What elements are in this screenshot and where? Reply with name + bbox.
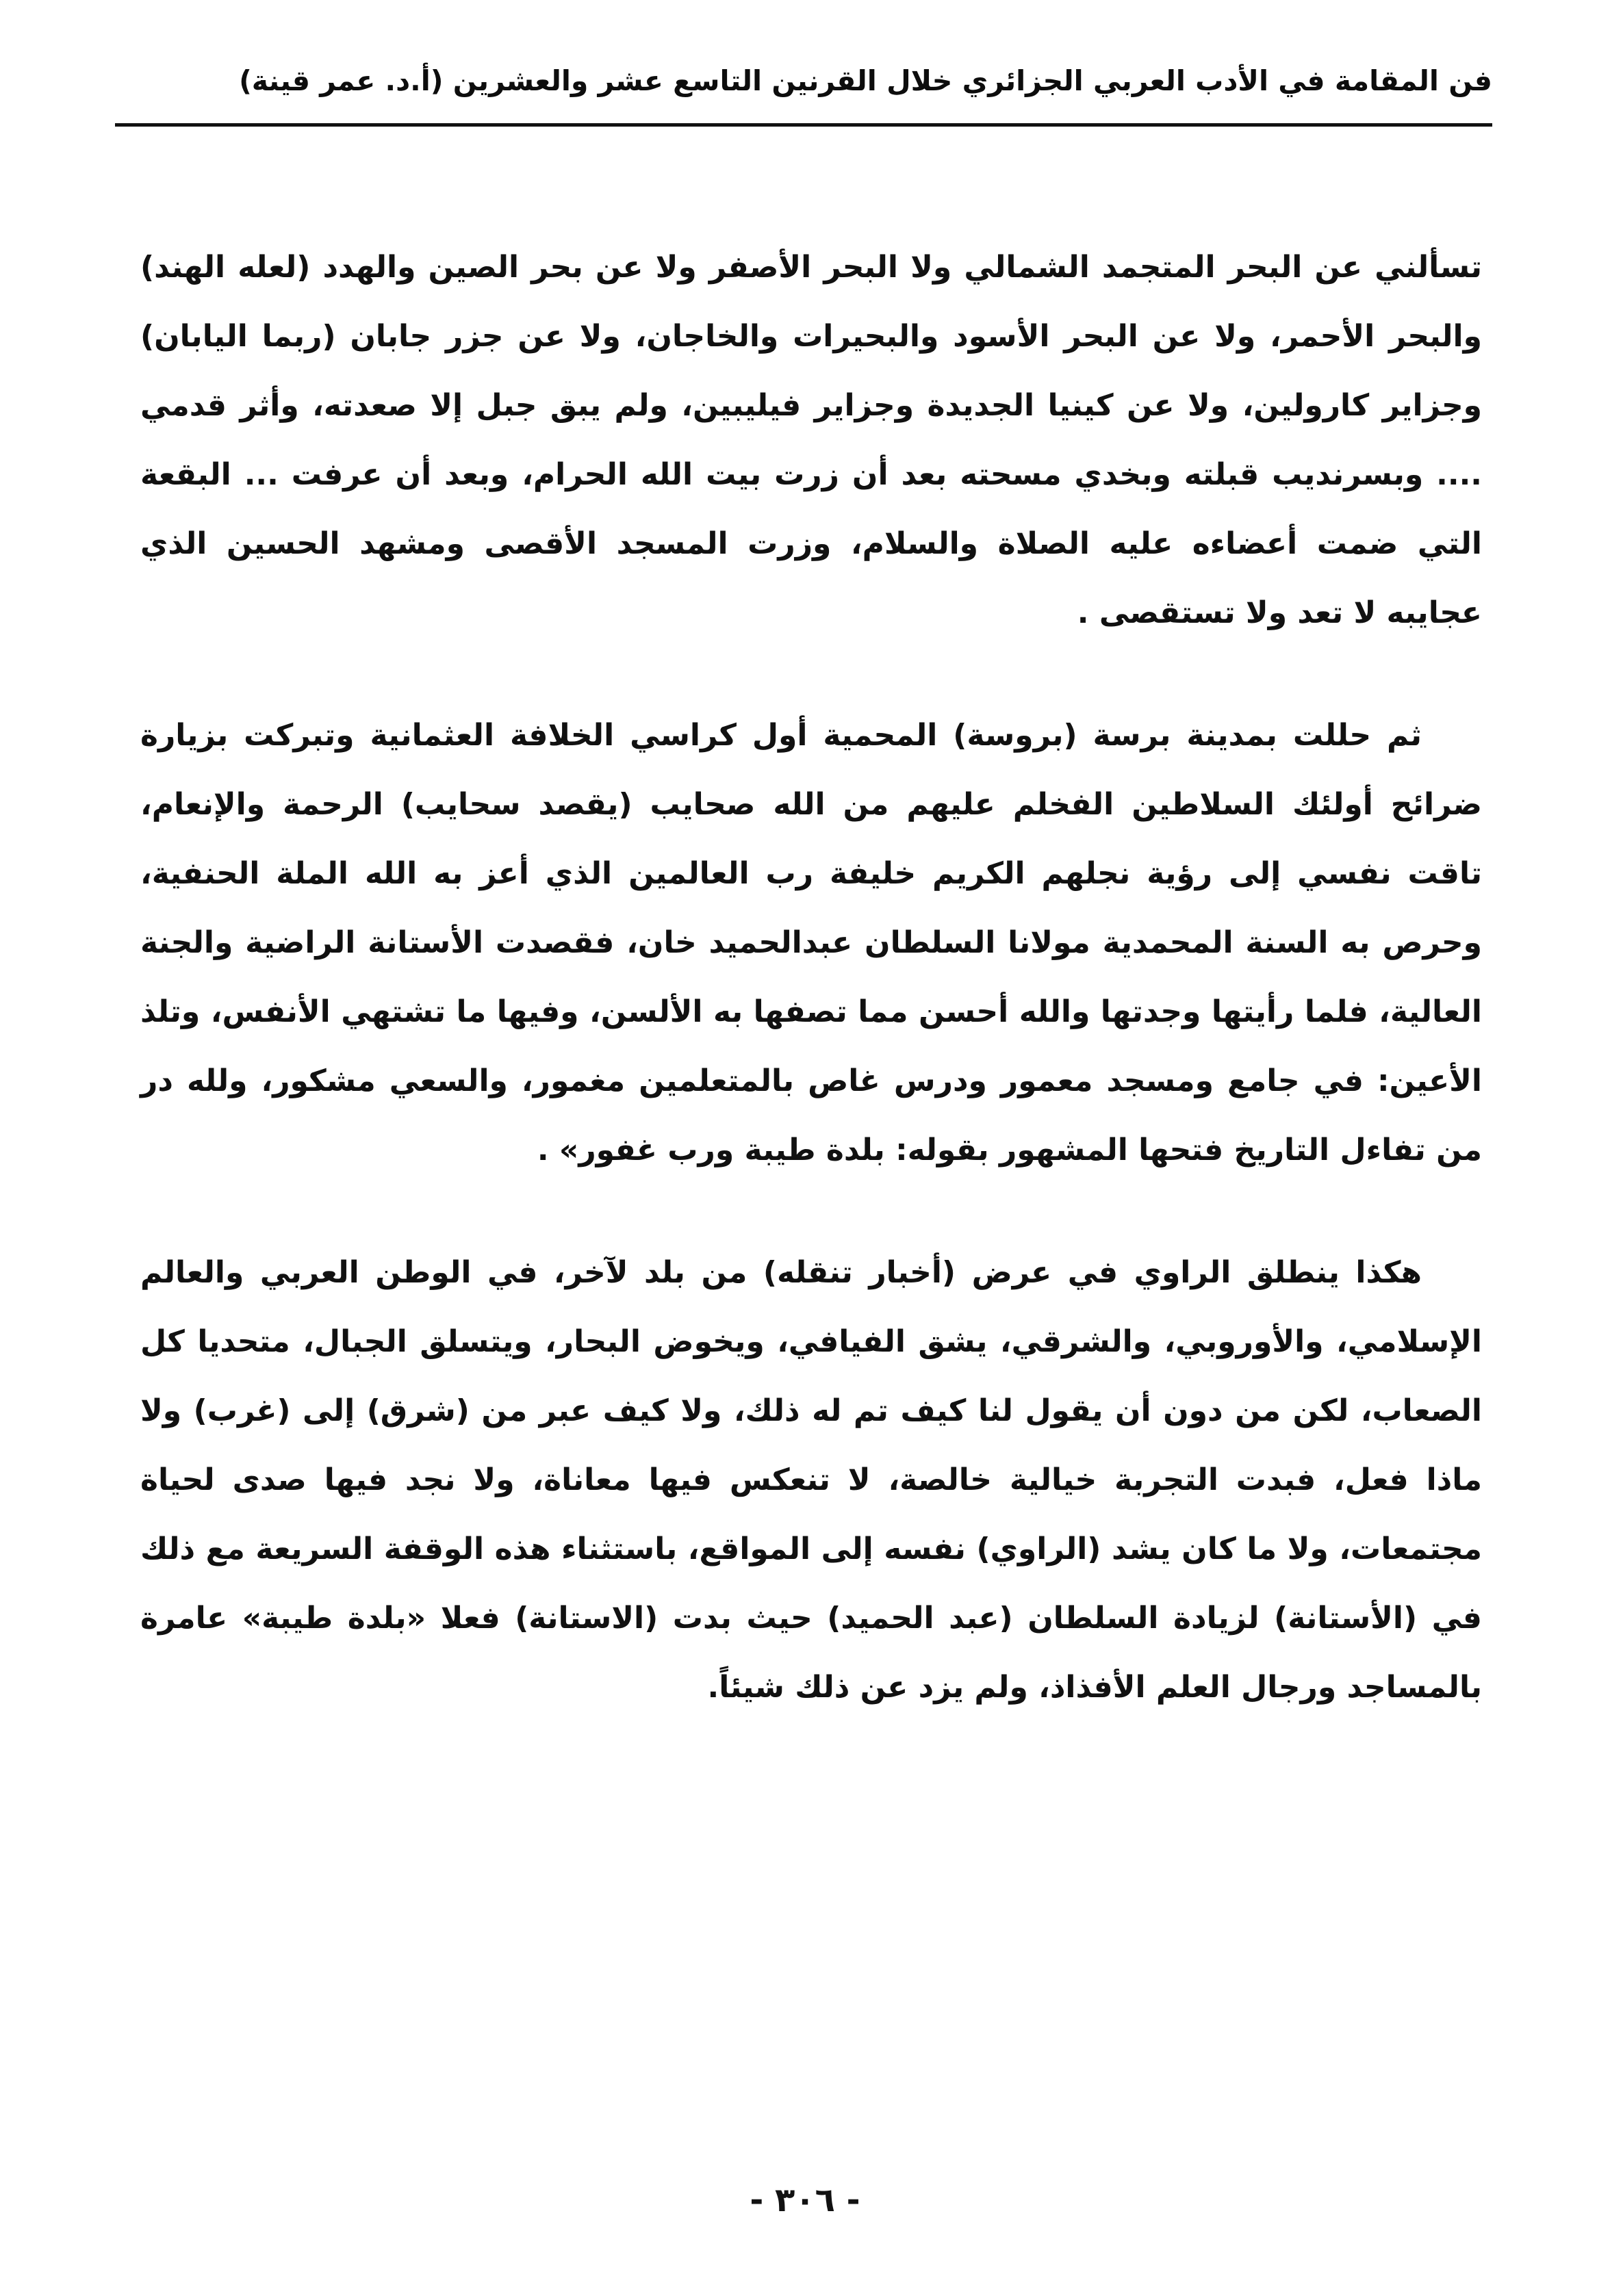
paragraph-quote-seas: تسألني عن البحر المتجمد الشمالي ولا البحر الأصفر ولا عن بحر الصين والهدد (لعله الهند) والبحر الأحمر، ولا عن البحر الأسود والبحيرات والخاجان، ولا عن جزر جابان (ربما اليابان) وجزاير كارولين، ولا عن كينيا الجديدة وجزاير فيليبين، ولم يبق جبل إلا صعدته، وأثر قدمي .... وبسرنديب قبلته وبخدي مسحته بعد أن زرت بيت الله الحرام، وبعد أن عرفت ... البقعة التي ضمت أعضاءه عليه الصلاة والسلام، وزرت المسجد الأقصى ومشهد الحسين الذي عجايبه لا تعد ولا تستقصى .: [140, 250, 1482, 630]
page-number: - ٣٠٦ -: [750, 2181, 860, 2219]
body-text: [140, 233, 1482, 1722]
header-divider: [115, 123, 1492, 127]
paragraph-commentary: هكذا ينطلق الراوي في عرض (أخبار تنقله) من بلد لآخر، في الوطن العربي والعالم الإسلامي، والأوروبي، والشرقي، يشق الفيافي، ويخوض البحار، ويتسلق الجبال، متحديا كل الصعاب، لكن من دون أن يقول لنا كيف تم له ذلك، ولا كيف عبر من (شرق) إلى (غرب) ولا ماذا فعل، فبدت التجربة خيالية خالصة، لا تنعكس فيها معاناة، ولا نجد فيها صدى لحياة مجتمعات، ولا ما كان يشد (الراوي) نفسه إلى المواقع، باستثناء هذه الوقفة السريعة مع ذلك في (الأستانة) لزيادة السلطان (عبد الحميد) حيث بدت (الاستانة) فعلا «بلدة طيبة» عامرة بالمساجد ورجال العلم الأفذاذ، ولم يزد عن ذلك شيئاً.: [140, 1255, 1482, 1705]
running-header: فن المقامة في الأدب العربي الجزائري خلال القرنين التاسع عشر والعشرين (أ.د. عمر قينة): [239, 64, 1492, 97]
paragraph-quote-bursa: ثم حللت بمدينة برسة (بروسة) المحمية أول كراسي الخلافة العثمانية وتبركت بزيارة ضرائح أولئك السلاطين الفخلم عليهم من الله صحايب (يقصد سحايب) الرحمة والإنعام، تاقت نفسي إلى رؤية نجلهم الكريم خليفة رب العالمين الذي أعز به الله الملة الحنفية، وحرص به السنة المحمدية مولانا السلطان عبدالحميد خان، فقصدت الأستانة الراضية والجنة العالية، فلما رأيتها وجدتها والله أحسن مما تصفها به الألسن، وفيها ما تشتهي الأنفس، وتلذ الأعين: في جامع ومسجد معمور ودرس غاص بالمتعلمين مغمور، والسعي مشكور، ولله در من تفاءل التاريخ فتحها المشهور بقوله: بلدة طيبة ورب غفور» .: [140, 718, 1482, 1168]
